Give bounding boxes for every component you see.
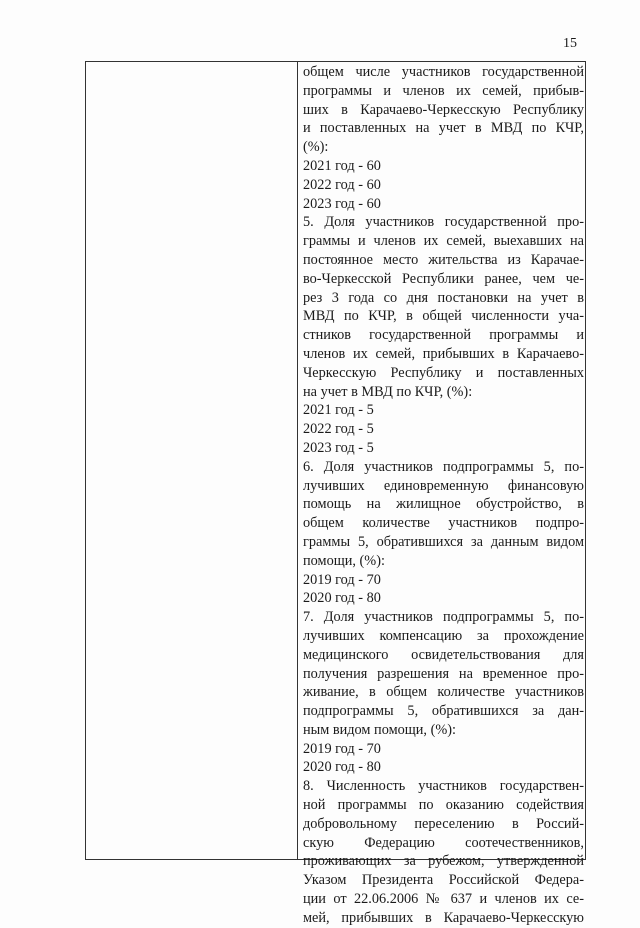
text-line: граммы 5, обратившихся за данным видом — [303, 533, 584, 550]
text-line: рез 3 года со дня постановки на учет в — [303, 289, 584, 306]
document-table — [85, 61, 586, 926]
text-line: 2023 год - 5 — [303, 439, 374, 456]
column-divider — [297, 62, 298, 859]
text-line: ной программы по оказанию содействия — [303, 797, 584, 814]
text-line: помощь на жилищное обустройство, в — [303, 496, 584, 513]
text-line: Черкесскую Республику и поставленных — [303, 364, 584, 381]
text-line: 2020 год - 80 — [303, 759, 381, 776]
text-line: проживающих за рубежом, утвержденной — [303, 853, 584, 870]
page-number: 15 — [563, 36, 577, 51]
text-line: 2019 год - 70 — [303, 571, 381, 588]
text-line: 2020 год - 80 — [303, 590, 381, 607]
text-line: МВД по КЧР, в общей численности уча- — [303, 308, 584, 325]
text-line: Указом Президента Российской Федера- — [303, 872, 584, 889]
text-line: 2021 год - 5 — [303, 402, 374, 419]
text-line: ции от 22.06.2006 № 637 и членов их се- — [303, 891, 584, 908]
text-line: 2022 год - 60 — [303, 176, 381, 193]
text-line: помощи, (%): — [303, 552, 385, 569]
text-line: граммы и членов их семей, выехавших на — [303, 233, 584, 250]
text-line: 2021 год - 60 — [303, 157, 381, 174]
text-line: общем числе участников государственной — [303, 64, 584, 80]
text-line: на учет в МВД по КЧР, (%): — [303, 383, 473, 400]
text-line: во-Черкесской Республики ранее, чем че- — [303, 270, 584, 287]
text-line: и поставленных на учет в МВД по КЧР, — [303, 120, 584, 137]
text-line: программы и членов их семей, прибыв- — [303, 82, 584, 99]
text-line: 2023 год - 60 — [303, 195, 381, 212]
text-line: скую Федерацию соотечественников, — [303, 834, 584, 851]
text-line: членов их семей, прибывших в Карачаево- — [303, 345, 584, 362]
text-line: 2022 год - 5 — [303, 421, 374, 438]
text-line: мей, прибывших в Карачаево-Черкесскую — [303, 909, 584, 926]
text-line: (%): — [303, 139, 329, 156]
text-line: 7. Доля участников подпрограммы 5, по- — [303, 609, 584, 626]
text-line: живание, в общем количестве участников — [303, 684, 584, 701]
text-line: лучивших компенсацию за прохождение — [303, 627, 584, 644]
text-line: 2019 год - 70 — [303, 740, 381, 757]
table-right-cell — [303, 63, 584, 928]
text-line: лучивших единовременную финансовую — [303, 477, 584, 494]
text-line: 6. Доля участников подпрограммы 5, по- — [303, 458, 584, 475]
text-line: 5. Доля участников государственной про- — [303, 214, 584, 231]
text-line: стников государственной программы и — [303, 327, 584, 344]
text-line: ших в Карачаево-Черкесскую Республику — [303, 101, 584, 118]
text-line: постоянное место жительства из Карачае- — [303, 251, 584, 268]
text-line: медицинского освидетельствования для — [303, 646, 584, 663]
text-line: добровольному переселению в Россий- — [303, 815, 584, 832]
text-line: ным видом помощи, (%): — [303, 721, 456, 738]
text-line: подпрограммы 5, обратившихся за дан- — [303, 703, 584, 720]
text-line: 8. Численность участников государствен- — [303, 778, 584, 795]
text-line: общем количестве участников подпро- — [303, 515, 584, 532]
text-line: получения разрешения на временное про- — [303, 665, 584, 682]
